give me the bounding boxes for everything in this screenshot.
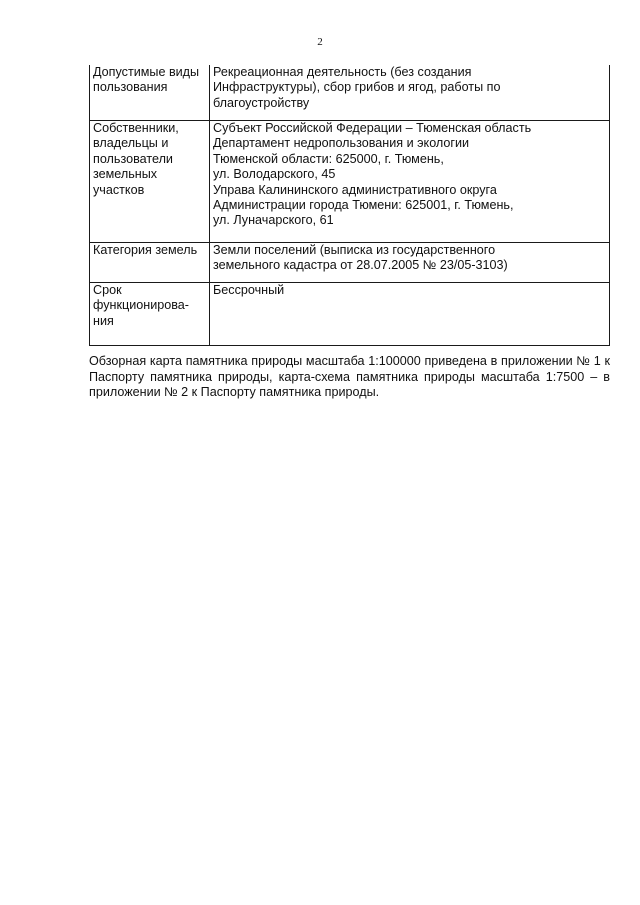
table-value-cell xyxy=(210,65,610,121)
table-value-cell xyxy=(210,283,610,346)
label-line: участков xyxy=(93,182,145,197)
value-line: Бессрочный xyxy=(213,283,285,297)
page-number: 2 xyxy=(317,36,323,48)
table-label-cell xyxy=(90,121,210,243)
label-line: Допустимые виды xyxy=(93,65,200,79)
value-line: Земли поселений (выписка из государственного xyxy=(213,243,496,257)
value-line: Рекреационная деятельность (без создания xyxy=(213,65,472,79)
table-label-cell xyxy=(90,243,210,283)
value-line: Тюменской области: 625000, г. Тюмень, xyxy=(213,151,444,166)
table-row-operation-term xyxy=(90,283,610,346)
value-line: Администрации города Тюмени: 625001, г. Тюмень, xyxy=(213,198,514,213)
value-line: Управа Калининского административного округа xyxy=(213,182,497,197)
value-line: ул. Луначарского, 61 xyxy=(213,213,334,228)
label-line: ния xyxy=(93,313,114,328)
table-row-owners xyxy=(90,121,610,243)
table-value-cell xyxy=(210,243,610,283)
value-line: Инфраструктуры), сбор грибов и ягод, работы по xyxy=(213,80,501,95)
value-line: ул. Володарского, 45 xyxy=(213,167,336,182)
label-line: владельцы и xyxy=(93,136,169,151)
value-line: земельного кадастра от 28.07.2005 № 23/05-3103) xyxy=(213,258,508,273)
label-line: Собственники, xyxy=(93,121,179,135)
value-line: благоустройству xyxy=(213,95,310,110)
label-line: функционирова- xyxy=(93,298,189,313)
overview-map-paragraph: Обзорная карта памятника природы масштаба 1:100000 приведена в приложении № 1 к Паспорту памятника природы, карта-схема памятника природы масштаба 1:7500 – в приложении № 2 к Паспорту памятника природы. xyxy=(89,354,610,400)
table-value-cell xyxy=(210,121,610,243)
label-line: Срок xyxy=(93,283,122,297)
value-line: Субъект Российской Федерации – Тюменская область xyxy=(213,121,532,135)
label-line: пользователи xyxy=(93,151,173,166)
passport-table xyxy=(89,65,610,346)
label-line: земельных xyxy=(93,167,158,182)
value-line: Департамент недропользования и экологии xyxy=(213,136,470,151)
table-label-cell xyxy=(90,65,210,121)
label-line: пользования xyxy=(93,80,168,95)
label-line: Категория земель xyxy=(93,243,198,257)
table-row-permitted-use xyxy=(90,65,610,121)
table-label-cell xyxy=(90,283,210,346)
table-row-land-category xyxy=(90,243,610,283)
